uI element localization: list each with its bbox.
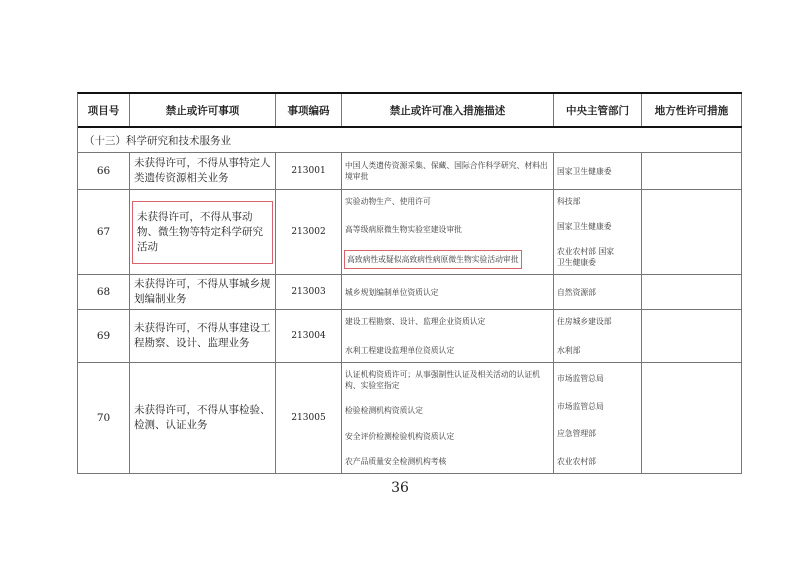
- measure-description: 高等级病原微生物实验室建设审批: [345, 224, 462, 234]
- departments: [554, 310, 642, 362]
- table-row: [78, 153, 742, 190]
- department: 水利部: [557, 346, 581, 355]
- departments: [554, 190, 642, 274]
- item-name: 未获得许可，不得从事城乡规划编制业务: [130, 275, 276, 309]
- item-name: 未获得许可，不得从事建设工程勘察、设计、监理业务: [130, 310, 276, 362]
- header-item-no: 项目号: [78, 94, 130, 126]
- measure-descriptions: [342, 275, 554, 309]
- table-row: [78, 310, 742, 363]
- department: 农业农村部 国家卫生健康委: [557, 247, 615, 267]
- item-code: 213003: [276, 275, 342, 309]
- section-row: [78, 128, 742, 153]
- header-description: 禁止或许可准入措施描述: [342, 94, 554, 126]
- measure-description: 检验检测机构资质认定: [345, 406, 423, 416]
- item-name-cell: [130, 190, 276, 274]
- departments: [554, 363, 642, 473]
- departments: [554, 153, 642, 189]
- departments: [554, 275, 642, 309]
- measure-description: 水利工程建设监理单位资质认定: [345, 346, 455, 355]
- table-row: [78, 363, 742, 474]
- item-number: 69: [78, 310, 130, 362]
- measure-description: 安全评价检测检验机构资质认定: [345, 431, 455, 441]
- header-item: 禁止或许可事项: [130, 94, 276, 126]
- page-number: 36: [391, 480, 409, 496]
- measure-description: 建设工程勘察、设计、监理企业资质认定: [345, 317, 486, 326]
- local-measures: [642, 153, 742, 189]
- local-measures: [642, 310, 742, 362]
- permit-table: [77, 92, 742, 474]
- local-measures: [642, 190, 742, 274]
- header-local-measures: 地方性许可措施: [642, 94, 742, 126]
- measure-description-highlighted: 高致病性或疑似高致病性病原微生物实验活动审批: [345, 251, 521, 268]
- item-number: 66: [78, 153, 130, 189]
- department: 科技部: [557, 197, 581, 206]
- item-number: 70: [78, 363, 130, 473]
- item-code: 213001: [276, 153, 342, 189]
- department: 国家卫生健康委: [557, 166, 612, 176]
- local-measures: [642, 363, 742, 473]
- department: 自然资源部: [557, 287, 596, 297]
- department: 住房城乡建设部: [557, 317, 612, 326]
- header-department: 中央主管部门: [554, 94, 642, 126]
- item-number: 67: [78, 190, 130, 274]
- department: 农业农村部: [557, 456, 596, 466]
- department: 市场监管总局: [557, 401, 604, 411]
- department: 国家卫生健康委: [557, 222, 612, 231]
- header-code: 事项编码: [276, 94, 342, 126]
- item-name: 未获得许可，不得从事检验、检测、认证业务: [130, 363, 276, 473]
- measure-descriptions: [342, 153, 554, 189]
- item-number: 68: [78, 275, 130, 309]
- item-name: 未获得许可，不得从事特定人类遗传资源相关业务: [130, 153, 276, 189]
- section-title: （十三）科学研究和技术服务业: [78, 128, 742, 152]
- measure-description: 城乡规划编制单位资质认定: [345, 287, 439, 297]
- measure-descriptions: [342, 190, 554, 274]
- table-row: [78, 275, 742, 310]
- item-code: 213004: [276, 310, 342, 362]
- department: 市场监管总局: [557, 374, 604, 383]
- measure-description: 中国人类遗传资源采集、保藏、国际合作科学研究、材料出境审批: [345, 161, 548, 181]
- measure-descriptions: [342, 310, 554, 362]
- local-measures: [642, 275, 742, 309]
- measure-description: 农产品质量安全检测机构考核: [345, 456, 447, 466]
- table-row: [78, 190, 742, 275]
- item-code: 213002: [276, 190, 342, 274]
- item-code: 213005: [276, 363, 342, 473]
- item-name: 未获得许可，不得从事动物、微生物等特定科学研究活动: [133, 202, 272, 263]
- measure-descriptions: [342, 363, 554, 473]
- department: 应急管理部: [557, 429, 596, 439]
- table-header: [78, 94, 742, 128]
- measure-description: 认证机构资质许可；从事强制性认证及相关活动的认证机构、实验室指定: [345, 370, 540, 390]
- measure-description: 实验动物生产、使用许可: [345, 197, 431, 206]
